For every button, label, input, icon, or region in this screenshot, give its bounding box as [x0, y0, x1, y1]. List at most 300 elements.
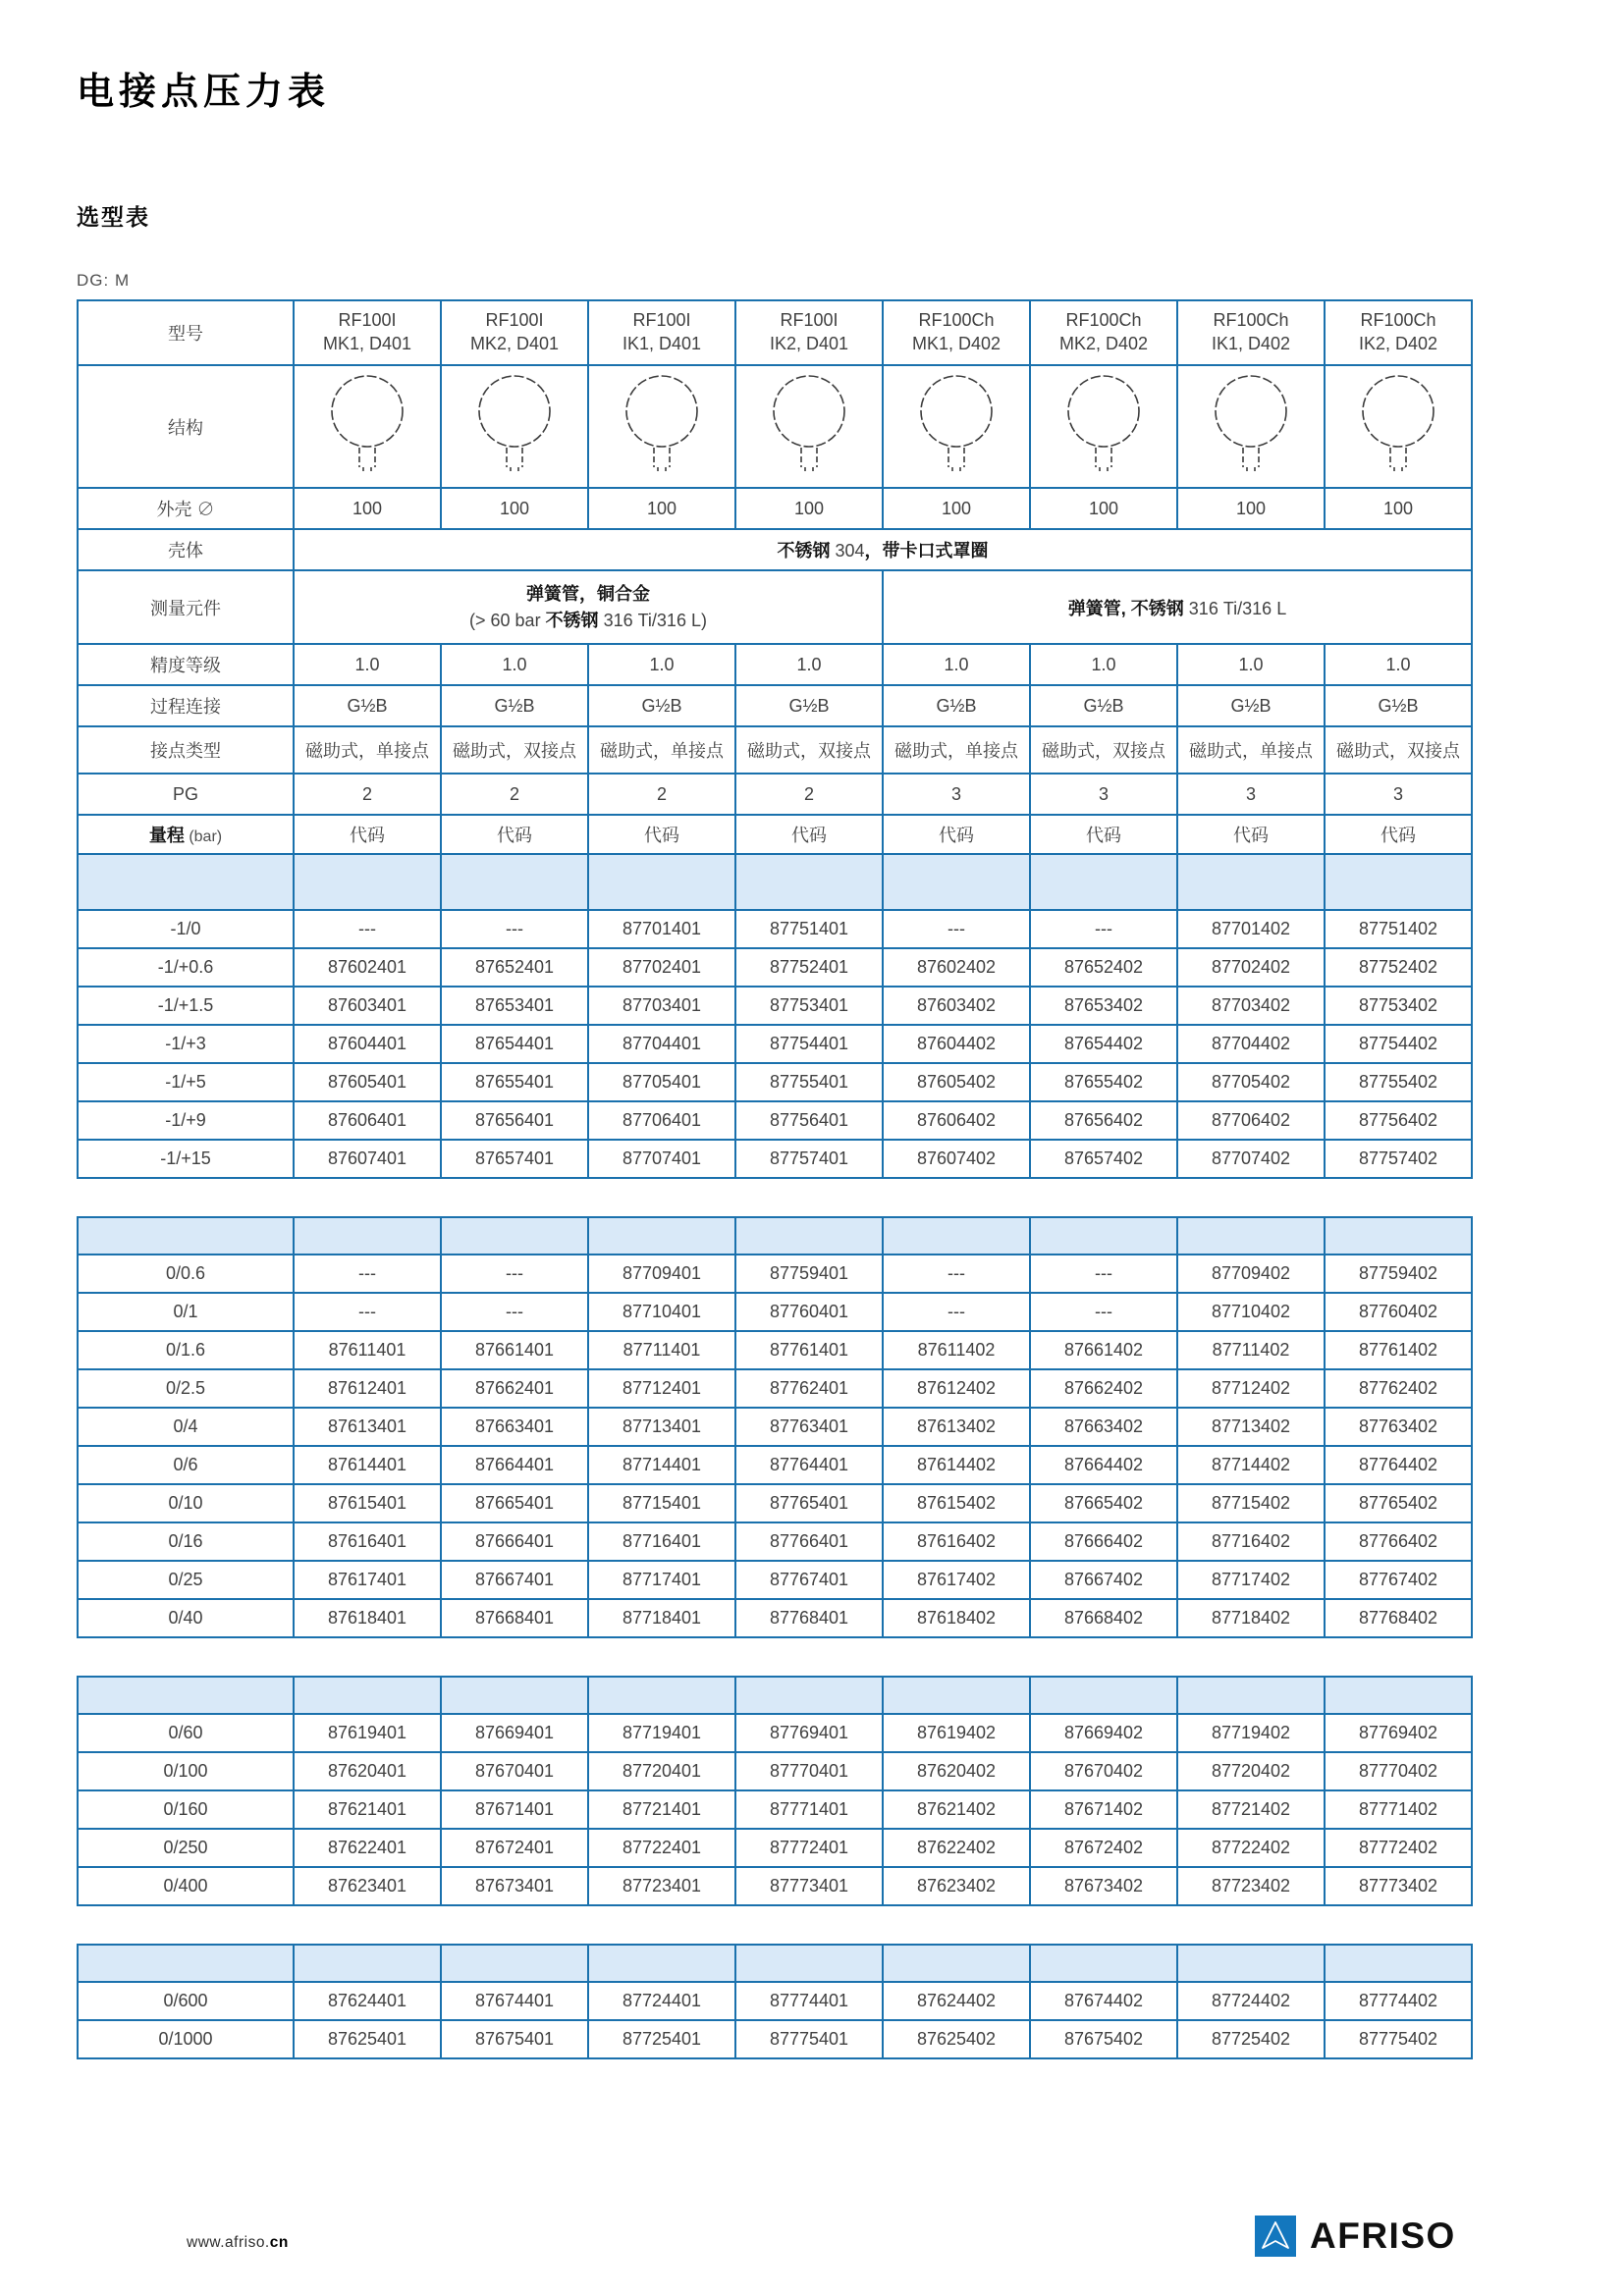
code-cell: 87710402 — [1177, 1293, 1325, 1331]
spacer-cell — [1177, 1217, 1325, 1255]
model-col-8: RF100Ch IK2, D402 — [1325, 300, 1472, 365]
code-cell: 87709401 — [588, 1255, 735, 1293]
code-cell: 87723401 — [588, 1867, 735, 1905]
range-cell: 0/40 — [78, 1599, 294, 1637]
code-cell: 87773401 — [735, 1867, 883, 1905]
range-row — [78, 1408, 1472, 1446]
code-cell: --- — [441, 910, 588, 948]
spacer-cell — [883, 1945, 1030, 1982]
afriso-logo — [1255, 2216, 1296, 2257]
code-cell: 87712402 — [1177, 1369, 1325, 1408]
code-cell: 87620402 — [883, 1752, 1030, 1790]
code-cell: 87666401 — [441, 1522, 588, 1561]
code-cell: 87701401 — [588, 910, 735, 948]
range-cell: 0/6 — [78, 1446, 294, 1484]
code-cell: 87718401 — [588, 1599, 735, 1637]
code-header: 代码 — [441, 815, 588, 854]
code-header: 代码 — [1177, 815, 1325, 854]
code-cell: 87667402 — [1030, 1561, 1177, 1599]
code-cell: 87621402 — [883, 1790, 1030, 1829]
code-cell: 87724402 — [1177, 1982, 1325, 2020]
code-cell: 87625401 — [294, 2020, 441, 2058]
code-cell: 87768402 — [1325, 1599, 1472, 1637]
spacer-cell — [1325, 1677, 1472, 1714]
measuring-element-right: 弹簧管, 不锈钢 316 Ti/316 L — [883, 570, 1472, 644]
spacer-cell — [588, 1677, 735, 1714]
code-cell: 87619401 — [294, 1714, 441, 1752]
code-cell: 87715402 — [1177, 1484, 1325, 1522]
code-cell: 87762402 — [1325, 1369, 1472, 1408]
range-cell: 0/250 — [78, 1829, 294, 1867]
range-cell: 0/10 — [78, 1484, 294, 1522]
code-cell: 87722402 — [1177, 1829, 1325, 1867]
code-cell: 87674402 — [1030, 1982, 1177, 2020]
model-col-2: RF100I MK2, D401 — [441, 300, 588, 365]
code-cell: 87762401 — [735, 1369, 883, 1408]
range-row — [78, 1561, 1472, 1599]
contact-type-value: 磁助式，单接点 — [883, 726, 1030, 774]
code-cell: 87773402 — [1325, 1867, 1472, 1905]
spacer-cell — [1325, 1945, 1472, 1982]
diameter-row — [78, 488, 1472, 529]
range-row — [78, 1982, 1472, 2020]
contact-type-row — [78, 726, 1472, 774]
gauge-icon — [623, 373, 701, 475]
spacer-cell — [1177, 854, 1325, 910]
code-cell: 87704402 — [1177, 1025, 1325, 1063]
range-cell: -1/+15 — [78, 1140, 294, 1178]
code-cell: 87721401 — [588, 1790, 735, 1829]
diameter-label: 外壳 ∅ — [78, 488, 294, 529]
range-cell: 0/0.6 — [78, 1255, 294, 1293]
gauge-cell — [1325, 365, 1472, 488]
pg-value: 3 — [1325, 774, 1472, 815]
contact-type-value: 磁助式，单接点 — [294, 726, 441, 774]
spacer-cell — [883, 1217, 1030, 1255]
code-cell: --- — [883, 1255, 1030, 1293]
spacer-cell — [735, 1945, 883, 1982]
range-row — [78, 1599, 1472, 1637]
code-cell: 87606402 — [883, 1101, 1030, 1140]
range-cell: 0/400 — [78, 1867, 294, 1905]
spacer-row — [78, 1217, 1472, 1255]
section-subtitle: 选型表 — [77, 204, 150, 230]
contact-type-value: 磁助式，单接点 — [588, 726, 735, 774]
code-cell: 87752402 — [1325, 948, 1472, 987]
process-connection-value: G½B — [1325, 685, 1472, 726]
code-cell: 87716401 — [588, 1522, 735, 1561]
spacer-cell — [735, 1217, 883, 1255]
diameter-value: 100 — [1177, 488, 1325, 529]
block-gap-row — [78, 1637, 1472, 1677]
range-cell: 0/600 — [78, 1982, 294, 2020]
spacer-cell — [1177, 1677, 1325, 1714]
brand-wordmark: AFRISO — [1310, 2216, 1456, 2256]
range-row — [78, 1063, 1472, 1101]
accuracy-value: 1.0 — [441, 644, 588, 685]
gauge-icon — [1064, 373, 1143, 475]
range-row — [78, 1446, 1472, 1484]
model-col-3: RF100I IK1, D401 — [588, 300, 735, 365]
code-cell: 87602402 — [883, 948, 1030, 987]
code-cell: 87621401 — [294, 1790, 441, 1829]
code-cell: 87675401 — [441, 2020, 588, 2058]
code-cell: 87616402 — [883, 1522, 1030, 1561]
code-cell: 87753402 — [1325, 987, 1472, 1025]
gauge-icon — [475, 373, 554, 475]
spacer-cell — [78, 1677, 294, 1714]
accuracy-value: 1.0 — [735, 644, 883, 685]
code-cell: 87605401 — [294, 1063, 441, 1101]
process-connection-value: G½B — [883, 685, 1030, 726]
range-row — [78, 1331, 1472, 1369]
accuracy-label: 精度等级 — [78, 644, 294, 685]
range-cell: 0/25 — [78, 1561, 294, 1599]
code-cell: 87670402 — [1030, 1752, 1177, 1790]
code-cell: 87774401 — [735, 1982, 883, 2020]
model-col-7: RF100Ch IK1, D402 — [1177, 300, 1325, 365]
pg-value: 3 — [883, 774, 1030, 815]
code-cell: 87775401 — [735, 2020, 883, 2058]
spacer-cell — [294, 854, 441, 910]
code-cell: 87757401 — [735, 1140, 883, 1178]
code-cell: 87652402 — [1030, 948, 1177, 987]
diameter-value: 100 — [1325, 488, 1472, 529]
code-cell: 87661401 — [441, 1331, 588, 1369]
range-header-row — [78, 815, 1472, 854]
diameter-value: 100 — [735, 488, 883, 529]
model-col-1: RF100I MK1, D401 — [294, 300, 441, 365]
code-cell: 87711401 — [588, 1331, 735, 1369]
range-cell: 0/2.5 — [78, 1369, 294, 1408]
range-cell: 0/4 — [78, 1408, 294, 1446]
range-row — [78, 1293, 1472, 1331]
range-row — [78, 1101, 1472, 1140]
code-cell: 87706401 — [588, 1101, 735, 1140]
code-cell: 87602401 — [294, 948, 441, 987]
code-cell: --- — [1030, 1293, 1177, 1331]
range-cell: 0/1.6 — [78, 1331, 294, 1369]
spacer-row — [78, 1945, 1472, 1982]
block-gap-row — [78, 1905, 1472, 1945]
gauge-cell — [441, 365, 588, 488]
code-cell: 87623402 — [883, 1867, 1030, 1905]
accuracy-row — [78, 644, 1472, 685]
code-cell: 87721402 — [1177, 1790, 1325, 1829]
code-cell: 87705402 — [1177, 1063, 1325, 1101]
range-row — [78, 1829, 1472, 1867]
code-header: 代码 — [588, 815, 735, 854]
pg-row — [78, 774, 1472, 815]
code-cell: 87618402 — [883, 1599, 1030, 1637]
code-cell: 87713401 — [588, 1408, 735, 1446]
code-cell: 87756401 — [735, 1101, 883, 1140]
code-cell: 87613401 — [294, 1408, 441, 1446]
code-cell: 87674401 — [441, 1982, 588, 2020]
spacer-cell — [588, 1945, 735, 1982]
code-cell: --- — [883, 1293, 1030, 1331]
code-cell: 87623401 — [294, 1867, 441, 1905]
measuring-element-left: 弹簧管，铜合金 (> 60 bar 不锈钢 316 Ti/316 L) — [294, 570, 883, 644]
code-cell: 87774402 — [1325, 1982, 1472, 2020]
range-row — [78, 1714, 1472, 1752]
code-cell: 87764402 — [1325, 1446, 1472, 1484]
code-cell: 87724401 — [588, 1982, 735, 2020]
code-cell: 87720401 — [588, 1752, 735, 1790]
case-label: 壳体 — [78, 529, 294, 570]
accuracy-value: 1.0 — [588, 644, 735, 685]
model-col-5: RF100Ch MK1, D402 — [883, 300, 1030, 365]
code-cell: 87714402 — [1177, 1446, 1325, 1484]
spacer-row — [78, 854, 1472, 910]
code-cell: 87603402 — [883, 987, 1030, 1025]
code-cell: 87605402 — [883, 1063, 1030, 1101]
code-cell: 87654401 — [441, 1025, 588, 1063]
range-row — [78, 1255, 1472, 1293]
spacer-cell — [883, 1677, 1030, 1714]
code-cell: 87671402 — [1030, 1790, 1177, 1829]
code-cell: 87619402 — [883, 1714, 1030, 1752]
code-cell: 87622401 — [294, 1829, 441, 1867]
block-gap — [78, 1905, 1472, 1945]
code-cell: --- — [294, 1255, 441, 1293]
code-cell: 87655402 — [1030, 1063, 1177, 1101]
code-cell: 87766401 — [735, 1522, 883, 1561]
code-cell: 87718402 — [1177, 1599, 1325, 1637]
spacer-cell — [1030, 854, 1177, 910]
range-row — [78, 1790, 1472, 1829]
gauge-icon — [1212, 373, 1290, 475]
code-cell: 87668402 — [1030, 1599, 1177, 1637]
diameter-value: 100 — [1030, 488, 1177, 529]
code-cell: 87614402 — [883, 1446, 1030, 1484]
pg-value: 3 — [1030, 774, 1177, 815]
code-cell: 87665401 — [441, 1484, 588, 1522]
code-cell: 87653402 — [1030, 987, 1177, 1025]
code-cell: 87757402 — [1325, 1140, 1472, 1178]
code-cell: 87618401 — [294, 1599, 441, 1637]
gauge-cell — [294, 365, 441, 488]
pg-label: PG — [78, 774, 294, 815]
process-connection-value: G½B — [1177, 685, 1325, 726]
afriso-arrow-icon — [1255, 2216, 1296, 2257]
accuracy-value: 1.0 — [294, 644, 441, 685]
block-gap — [78, 1637, 1472, 1677]
code-cell: 87702401 — [588, 948, 735, 987]
spacer-cell — [588, 854, 735, 910]
code-cell: 87714401 — [588, 1446, 735, 1484]
code-cell: 87720402 — [1177, 1752, 1325, 1790]
gauge-icon — [1359, 373, 1437, 475]
code-cell: 87769401 — [735, 1714, 883, 1752]
code-header: 代码 — [735, 815, 883, 854]
code-cell: --- — [441, 1293, 588, 1331]
code-cell: 87725402 — [1177, 2020, 1325, 2058]
code-cell: --- — [1030, 1255, 1177, 1293]
code-cell: 87657401 — [441, 1140, 588, 1178]
accuracy-value: 1.0 — [883, 644, 1030, 685]
code-cell: 87756402 — [1325, 1101, 1472, 1140]
code-header: 代码 — [1325, 815, 1472, 854]
spacer-cell — [588, 1217, 735, 1255]
spacer-cell — [1325, 1217, 1472, 1255]
range-row — [78, 1752, 1472, 1790]
spacer-cell — [735, 854, 883, 910]
code-cell: 87653401 — [441, 987, 588, 1025]
code-header: 代码 — [883, 815, 1030, 854]
gauge-cell — [1177, 365, 1325, 488]
code-cell: 87604401 — [294, 1025, 441, 1063]
spacer-cell — [294, 1677, 441, 1714]
code-cell: --- — [883, 910, 1030, 948]
code-cell: 87711402 — [1177, 1331, 1325, 1369]
code-header: 代码 — [1030, 815, 1177, 854]
code-cell: 87707402 — [1177, 1140, 1325, 1178]
page-title: 电接点压力表 — [77, 72, 331, 113]
code-cell: 87673402 — [1030, 1867, 1177, 1905]
range-cell: -1/+3 — [78, 1025, 294, 1063]
code-cell: --- — [1030, 910, 1177, 948]
code-cell: 87771401 — [735, 1790, 883, 1829]
code-cell: 87607402 — [883, 1140, 1030, 1178]
code-cell: 87716402 — [1177, 1522, 1325, 1561]
code-cell: 87752401 — [735, 948, 883, 987]
selection-table — [77, 299, 1473, 2059]
code-cell: 87611401 — [294, 1331, 441, 1369]
diameter-value: 100 — [441, 488, 588, 529]
code-cell: 87617402 — [883, 1561, 1030, 1599]
range-row — [78, 948, 1472, 987]
code-cell: 87719401 — [588, 1714, 735, 1752]
code-cell: 87664401 — [441, 1446, 588, 1484]
code-cell: --- — [294, 910, 441, 948]
code-cell: 87620401 — [294, 1752, 441, 1790]
range-cell: 0/1 — [78, 1293, 294, 1331]
gauge-icon — [917, 373, 996, 475]
block-gap-row — [78, 1178, 1472, 1217]
range-row — [78, 1025, 1472, 1063]
range-header-label: 量程 (bar) — [78, 815, 294, 854]
range-row — [78, 1522, 1472, 1561]
code-cell: 87768401 — [735, 1599, 883, 1637]
code-cell: 87703401 — [588, 987, 735, 1025]
spacer-cell — [1030, 1945, 1177, 1982]
code-cell: 87765401 — [735, 1484, 883, 1522]
code-cell: 87669401 — [441, 1714, 588, 1752]
spacer-cell — [441, 1945, 588, 1982]
code-cell: 87662402 — [1030, 1369, 1177, 1408]
pg-value: 2 — [588, 774, 735, 815]
spacer-cell — [441, 1677, 588, 1714]
code-cell: 87675402 — [1030, 2020, 1177, 2058]
range-cell: 0/60 — [78, 1714, 294, 1752]
code-cell: 87775402 — [1325, 2020, 1472, 2058]
range-cell: -1/+0.6 — [78, 948, 294, 987]
code-cell: 87656401 — [441, 1101, 588, 1140]
code-cell: 87615402 — [883, 1484, 1030, 1522]
code-cell: 87614401 — [294, 1446, 441, 1484]
contact-type-label: 接点类型 — [78, 726, 294, 774]
code-cell: 87604402 — [883, 1025, 1030, 1063]
process-connection-value: G½B — [1030, 685, 1177, 726]
code-cell: 87703402 — [1177, 987, 1325, 1025]
code-cell: 87664402 — [1030, 1446, 1177, 1484]
spacer-cell — [883, 854, 1030, 910]
code-cell: 87713402 — [1177, 1408, 1325, 1446]
range-row — [78, 2020, 1472, 2058]
code-cell: 87770401 — [735, 1752, 883, 1790]
code-cell: 87704401 — [588, 1025, 735, 1063]
code-cell: 87705401 — [588, 1063, 735, 1101]
code-cell: 87706402 — [1177, 1101, 1325, 1140]
structure-row — [78, 365, 1472, 488]
range-cell: 0/16 — [78, 1522, 294, 1561]
measuring-element-row — [78, 570, 1472, 644]
gauge-icon — [328, 373, 406, 475]
code-cell: 87702402 — [1177, 948, 1325, 987]
code-cell: 87772401 — [735, 1829, 883, 1867]
code-cell: 87712401 — [588, 1369, 735, 1408]
model-col-4: RF100I IK2, D401 — [735, 300, 883, 365]
spacer-row — [78, 1677, 1472, 1714]
spacer-cell — [1177, 1945, 1325, 1982]
code-cell: 87665402 — [1030, 1484, 1177, 1522]
code-cell: 87709402 — [1177, 1255, 1325, 1293]
code-cell: --- — [294, 1293, 441, 1331]
spacer-cell — [735, 1677, 883, 1714]
code-cell: 87725401 — [588, 2020, 735, 2058]
process-connection-value: G½B — [735, 685, 883, 726]
range-row — [78, 1369, 1472, 1408]
contact-type-value: 磁助式，双接点 — [1325, 726, 1472, 774]
process-connection-label: 过程连接 — [78, 685, 294, 726]
code-cell: 87606401 — [294, 1101, 441, 1140]
code-cell: 87662401 — [441, 1369, 588, 1408]
diameter-value: 100 — [883, 488, 1030, 529]
range-row — [78, 1140, 1472, 1178]
pg-value: 2 — [294, 774, 441, 815]
range-row — [78, 987, 1472, 1025]
code-cell: 87612401 — [294, 1369, 441, 1408]
code-cell: 87761402 — [1325, 1331, 1472, 1369]
gauge-cell — [588, 365, 735, 488]
process-connection-value: G½B — [441, 685, 588, 726]
code-cell: 87765402 — [1325, 1484, 1472, 1522]
range-cell: 0/160 — [78, 1790, 294, 1829]
pg-value: 3 — [1177, 774, 1325, 815]
code-cell: 87616401 — [294, 1522, 441, 1561]
accuracy-value: 1.0 — [1325, 644, 1472, 685]
code-cell: 87751401 — [735, 910, 883, 948]
spacer-cell — [441, 854, 588, 910]
code-cell: 87624402 — [883, 1982, 1030, 2020]
code-cell: 87701402 — [1177, 910, 1325, 948]
code-cell: 87772402 — [1325, 1829, 1472, 1867]
code-cell: --- — [441, 1255, 588, 1293]
code-cell: 87769402 — [1325, 1714, 1472, 1752]
range-cell: 0/1000 — [78, 2020, 294, 2058]
spacer-cell — [78, 1945, 294, 1982]
code-cell: 87753401 — [735, 987, 883, 1025]
spacer-cell — [294, 1945, 441, 1982]
structure-label: 结构 — [78, 365, 294, 488]
block-gap — [78, 1178, 1472, 1217]
range-cell: -1/+9 — [78, 1101, 294, 1140]
spacer-cell — [78, 1217, 294, 1255]
code-cell: 87754401 — [735, 1025, 883, 1063]
case-value: 不锈钢 304，带卡口式罩圈 — [294, 529, 1472, 570]
code-cell: 87654402 — [1030, 1025, 1177, 1063]
